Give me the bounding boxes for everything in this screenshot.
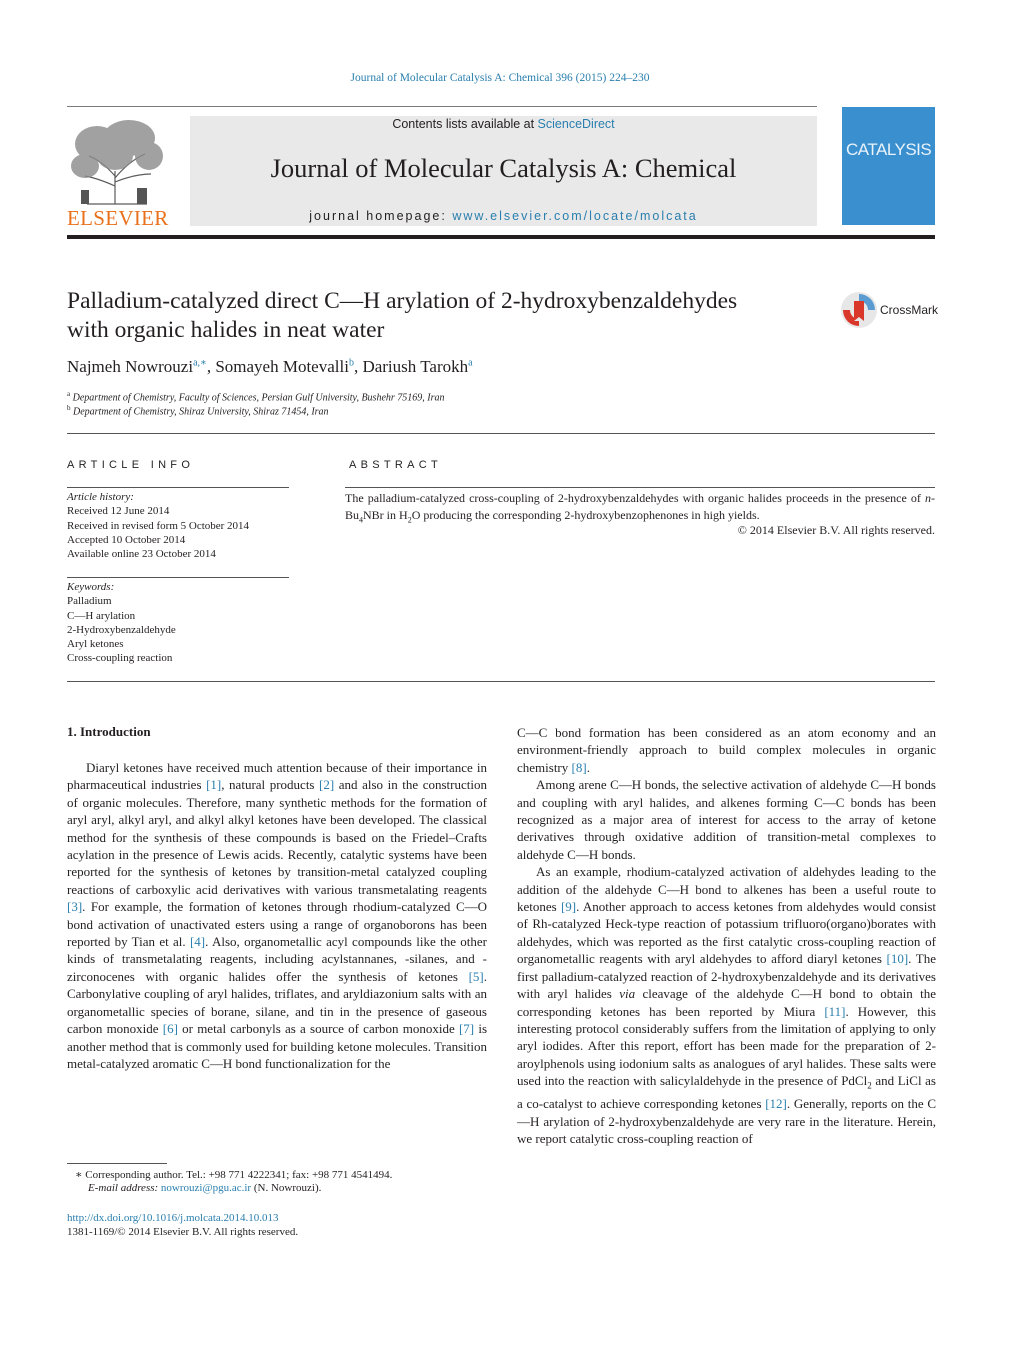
author-separator: ,: [206, 357, 216, 376]
crossmark-icon[interactable]: [840, 291, 878, 329]
citation-link[interactable]: [6]: [162, 1021, 178, 1037]
author-name[interactable]: Najmeh Nowrouzi: [67, 357, 194, 376]
history-entry: Received in revised form 5 October 2014: [67, 519, 250, 532]
journal-reference-link[interactable]: Journal of Molecular Catalysis A: Chemical 396 (2015) 224–230: [350, 72, 650, 84]
footnote-divider: [67, 1163, 167, 1164]
journal-title: Journal of Molecular Catalysis A: Chemical: [270, 153, 737, 183]
homepage-link[interactable]: www.elsevier.com/locate/molcata: [452, 209, 698, 223]
article-title: [67, 287, 827, 345]
citation-link[interactable]: [5]: [468, 968, 484, 984]
contents-prefix: Contents lists available at: [392, 117, 538, 131]
section-heading-introduction: 1. Introduction: [67, 724, 151, 739]
email-link[interactable]: nowrouzi@pgu.ac.ir: [160, 1182, 252, 1194]
article-history: [67, 490, 249, 561]
citation-link[interactable]: [1]: [206, 777, 222, 793]
citation-link[interactable]: [7]: [458, 1021, 475, 1037]
author-affiliation-mark[interactable]: b: [348, 357, 354, 369]
article-title-line-2: with organic halides in neat water: [67, 317, 385, 343]
doi-link[interactable]: http://dx.doi.org/10.1016/j.molcata.2014.10.013: [67, 1212, 279, 1224]
author-name[interactable]: Somayeh Motevalli: [215, 357, 349, 376]
divider: [67, 681, 935, 682]
body-column-left: [67, 759, 487, 1072]
affiliation: [67, 404, 329, 417]
author-name[interactable]: Dariush Tarokh: [362, 357, 469, 376]
keyword: C—H arylation: [67, 609, 136, 622]
citation-link[interactable]: [10]: [886, 951, 909, 967]
paragraph: C—C bond formation has been considered as an atom economy and an environment-friendly approach to build complex molecules in organic chemistry [8].: [517, 725, 936, 775]
citation-link[interactable]: [2]: [319, 777, 335, 793]
article-title-line-1: Palladium-catalyzed direct C—H arylation of 2-hydroxybenzaldehydes: [67, 288, 738, 314]
homepage-prefix: journal homepage:: [309, 209, 453, 223]
history-label: Article history:: [67, 491, 134, 503]
keyword: Palladium: [67, 595, 112, 608]
author-affiliation-mark[interactable]: a,∗: [193, 357, 207, 369]
divider: [67, 487, 289, 488]
history-entry: Available online 23 October 2014: [67, 548, 216, 561]
affiliation-text: Department of Chemistry, Faculty of Sciences, Persian Gulf University, Bushehr 75169, Iran: [72, 392, 445, 404]
abstract-text: The palladium-catalyzed cross-coupling of 2-hydroxybenzaldehydes with organic halides proceeds in the presence of $n-Bu_4NBr$ in $H_2O$ producing the corresponding 2-hydroxybenzophenones in high yields.: [345, 491, 935, 524]
citation-link[interactable]: [11]: [824, 1003, 846, 1019]
crossmark-label[interactable]: CrossMark: [880, 303, 939, 317]
keywords-label: Keywords:: [67, 581, 115, 593]
top-divider: [67, 106, 817, 107]
affiliation-text: Department of Chemistry, Shiraz University, Shiraz 71454, Iran: [73, 406, 329, 418]
author-list: [67, 357, 473, 377]
affiliation: [67, 390, 445, 403]
cover-title-text: CATALYSIS: [846, 140, 932, 159]
divider: [345, 487, 935, 488]
email-note: E-mail address: nowrouzi@pgu.ac.ir (N. Nowrouzi).: [88, 1182, 322, 1194]
history-entry: Accepted 10 October 2014: [67, 533, 186, 546]
author-separator: ,: [353, 357, 363, 376]
publisher-wordmark: ELSEVIER: [67, 206, 169, 230]
keyword: Aryl ketones: [67, 638, 124, 651]
author-affiliation-mark[interactable]: a: [468, 357, 473, 369]
issn-copyright: 1381-1169/© 2014 Elsevier B.V. All rights reserved.: [67, 1226, 299, 1238]
paragraph: Diaryl ketones have received much attention because of their importance in pharmaceutical industries [1], natural products [2] and also in the construction of organic molecules. Therefore, many synthetic methods for the formation of aryl aryl, alkyl aryl, and alkyl alkyl ketones have been developed. The classical method for the synthesis of these compounds is based on the Friedel–Crafts acylation in the presence of Lewis acids. Recently, catalytic systems have been reported for the synthesis of ketones by transition-metal catalyzed coupling reactions of carboxylic acid derivatives with various transmetalating reagents [3]. For example, the formation of ketones through rhodium-catalyzed C—O bond activation of unactivated esters using a range of organoborons has been reported by Tian et al. [4]. Also, organometallic acyl compounds like the other kinds of transmetalating reagents, including acylstannanes, -silanes, and -zirconocenes with organic halides offer the synthesis of ketones [5]. Carbonylative coupling of aryl halides, triflates, and aryldiazonium salts with an organometallic species of borane, silane, and tin in the presence of gaseous carbon monoxide [6] or metal carbonyls as a source of carbon monoxide [7] is another method that is commonly used for building ketone molecules. Transition metal-catalyzed aromatic C—H bond functionalization for the: [67, 760, 487, 1071]
keyword: Cross-coupling reaction: [67, 652, 173, 665]
paragraph: As an example, rhodium-catalyzed activation of aldehydes leading to the addition of the aldehyde C—H bond to alkenes has been a useful route to ketones [9]. Another approach to access ketones from aldehydes would consist of Rh-catalyzed Heck-type reaction of potassium trifluoro(organo)borates with aldehydes, which was reported as the first catalytic cross-coupling reaction of organometallic reagents with aryl aldehydes to afford diaryl ketones [10]. The first palladium-catalyzed reaction of 2-hydroxybenzaldehyde and its derivatives with aryl halides via cleavage of the aldehyde C—H bond to obtain the corresponding ketones has been reported by Miura [11]. However, this interesting protocol considerably suffers from the limitation of applying to only aryl iodides. After this report, effort has been made for the preparation of 2-aroylphenols using iodonium salts as analogues of aryl halides. These salts were used into the reaction with salicylaldehyde in the presence of PdCl$_2$ and LiCl as a co-catalyst to achieve corresponding ketones [12]. Generally, reports on the C—H arylation of 2-hydroxybenzaldehyde are very rare in the literature. Herein, we report catalytic cross-coupling reaction of: [517, 864, 937, 1146]
citation-link[interactable]: [8]: [571, 759, 587, 775]
article-info-heading: ARTICLE INFO: [67, 459, 195, 471]
affiliation-mark: a: [67, 390, 71, 398]
corresponding-author-note: ∗ Corresponding author. Tel.: +98 771 4222341; fax: +98 771 4541494.: [75, 1169, 393, 1181]
citation-link[interactable]: [9]: [560, 899, 577, 915]
paragraph: Among arene C—H bonds, the selective activation of aldehyde C—H bonds and coupling with aryl halides, and alkenes forming C—C bonds has been recognized as a major area of interest for access to the array of ketone derivatives through oxidative addition of transition-metal complexes to aldehyde C—H bonds.: [517, 777, 936, 862]
citation-link[interactable]: [12]: [765, 1096, 787, 1112]
affiliation-mark: b: [67, 404, 71, 412]
keyword: 2-Hydroxybenzaldehyde: [67, 623, 176, 636]
divider: [67, 433, 935, 434]
abstract-heading: ABSTRACT: [349, 459, 443, 471]
abstract-copyright: © 2014 Elsevier B.V. All rights reserved.: [737, 523, 935, 537]
keywords-list: [67, 580, 176, 666]
divider: [67, 577, 289, 578]
header-thick-divider: [67, 235, 935, 239]
contents-availability: [190, 117, 817, 131]
citation-link[interactable]: [3]: [67, 899, 83, 915]
history-entry: Received 12 June 2014: [67, 505, 170, 518]
sciencedirect-link[interactable]: ScienceDirect: [537, 117, 615, 131]
journal-homepage: [190, 209, 817, 223]
citation-link[interactable]: [4]: [189, 934, 206, 950]
body-column-right: [517, 724, 936, 1147]
journal-cover-thumbnail[interactable]: [842, 107, 935, 225]
